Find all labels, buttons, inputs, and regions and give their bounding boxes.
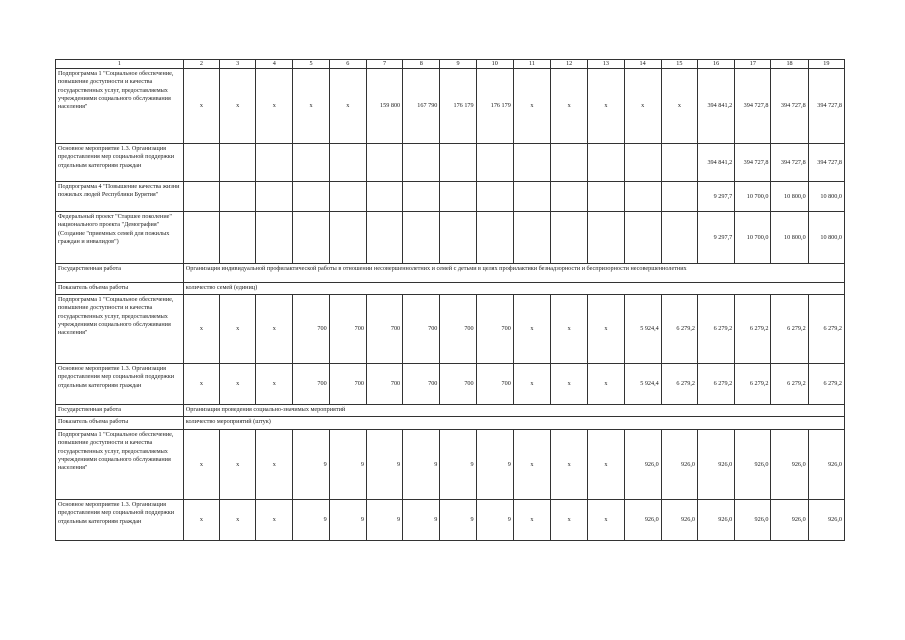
value-cell: x	[183, 295, 219, 364]
table-row	[56, 144, 845, 182]
value-cell: 9	[403, 500, 440, 541]
value-cell: x	[551, 430, 588, 500]
value-cell: 176 179	[440, 69, 476, 144]
value-cell: 159 800	[366, 69, 402, 144]
value-cell	[183, 144, 219, 182]
value-cell: 6 279,2	[697, 295, 734, 364]
value-cell	[329, 212, 366, 264]
value-cell: 926,0	[771, 500, 808, 541]
value-cell	[661, 182, 697, 212]
value-cell: 700	[329, 295, 366, 364]
value-cell: x	[588, 69, 624, 144]
column-number-header: 16	[697, 60, 734, 69]
value-cell: 394 727,8	[735, 69, 771, 144]
value-cell: 926,0	[661, 500, 697, 541]
value-cell: 700	[366, 364, 402, 405]
value-cell: x	[551, 364, 588, 405]
value-cell	[220, 182, 256, 212]
budget-table	[55, 59, 845, 541]
value-cell: 6 279,2	[771, 364, 808, 405]
value-cell	[293, 212, 329, 264]
row-label: Показатель объема работы	[56, 417, 184, 430]
table-row	[56, 69, 845, 144]
value-cell: 167 790	[403, 69, 440, 144]
value-cell: 10 800,0	[771, 212, 808, 264]
value-cell: x	[588, 430, 624, 500]
row-label: Показатель объема работы	[56, 283, 184, 295]
value-cell	[293, 144, 329, 182]
column-number-header: 6	[329, 60, 366, 69]
value-cell: 6 279,2	[808, 364, 844, 405]
value-cell: 10 700,0	[735, 182, 771, 212]
value-cell	[476, 212, 513, 264]
column-number-header: 10	[476, 60, 513, 69]
value-cell: x	[513, 430, 550, 500]
merged-description-cell: количество семей (единиц)	[183, 283, 844, 295]
column-number-header: 18	[771, 60, 808, 69]
value-cell: 9	[293, 500, 329, 541]
value-cell	[551, 182, 588, 212]
row-label: Основное мероприятие 1.3. Организация предоставления мер социальной поддержки отдельным категориям граждан	[56, 500, 184, 541]
value-cell: 394 727,8	[808, 69, 844, 144]
value-cell: x	[513, 364, 550, 405]
value-cell: 9	[329, 500, 366, 541]
value-cell: 9	[440, 500, 476, 541]
column-number-header: 15	[661, 60, 697, 69]
column-number-header: 2	[183, 60, 219, 69]
value-cell	[329, 144, 366, 182]
value-cell	[403, 144, 440, 182]
value-cell: x	[220, 295, 256, 364]
value-cell: 394 727,8	[771, 69, 808, 144]
value-cell: x	[220, 364, 256, 405]
value-cell: 926,0	[624, 500, 661, 541]
value-cell: 700	[329, 364, 366, 405]
value-cell: x	[256, 295, 293, 364]
value-cell: 700	[293, 364, 329, 405]
value-cell	[256, 212, 293, 264]
value-cell: 176 179	[476, 69, 513, 144]
value-cell: 394 727,8	[735, 144, 771, 182]
column-number-header: 3	[220, 60, 256, 69]
value-cell: 6 279,2	[735, 295, 771, 364]
value-cell: 394 727,8	[808, 144, 844, 182]
value-cell: x	[588, 364, 624, 405]
table-row	[56, 182, 845, 212]
table-row	[56, 264, 845, 283]
value-cell: 9 297,7	[697, 182, 734, 212]
value-cell: 6 279,2	[697, 364, 734, 405]
table-row	[56, 500, 845, 541]
header-row	[56, 60, 845, 69]
value-cell	[661, 212, 697, 264]
value-cell: x	[220, 69, 256, 144]
value-cell: x	[256, 500, 293, 541]
row-label: Подпрограмма 4 "Повышение качества жизни пожилых людей Республики Бурятия"	[56, 182, 184, 212]
value-cell: x	[256, 69, 293, 144]
value-cell: 6 279,2	[661, 364, 697, 405]
value-cell: 9	[476, 430, 513, 500]
value-cell: x	[183, 364, 219, 405]
value-cell: x	[624, 69, 661, 144]
value-cell: x	[513, 295, 550, 364]
value-cell: x	[661, 69, 697, 144]
value-cell: x	[183, 430, 219, 500]
value-cell	[183, 182, 219, 212]
value-cell: x	[513, 69, 550, 144]
value-cell	[624, 212, 661, 264]
value-cell: 700	[366, 295, 402, 364]
table-row	[56, 417, 845, 430]
merged-description-cell: количество мероприятий (штук)	[183, 417, 844, 430]
column-number-header: 1	[56, 60, 184, 69]
value-cell	[220, 144, 256, 182]
value-cell	[256, 182, 293, 212]
value-cell: 10 800,0	[808, 182, 844, 212]
value-cell: x	[513, 500, 550, 541]
value-cell: 9	[403, 430, 440, 500]
value-cell: 926,0	[771, 430, 808, 500]
value-cell	[403, 182, 440, 212]
value-cell: 700	[403, 364, 440, 405]
value-cell: 5 924,4	[624, 364, 661, 405]
value-cell: x	[220, 500, 256, 541]
column-number-header: 14	[624, 60, 661, 69]
column-number-header: 19	[808, 60, 844, 69]
value-cell: 926,0	[735, 500, 771, 541]
value-cell: 10 700,0	[735, 212, 771, 264]
value-cell: x	[220, 430, 256, 500]
value-cell: x	[551, 69, 588, 144]
row-label: Подпрограмма 1 "Социальное обеспечение, повышение доступности и качества государственных услуг, предоставляемых учреждениями социального обслуживания населения"	[56, 430, 184, 500]
value-cell: x	[329, 69, 366, 144]
column-number-header: 4	[256, 60, 293, 69]
value-cell: 700	[293, 295, 329, 364]
value-cell: 9 297,7	[697, 212, 734, 264]
table-row	[56, 283, 845, 295]
value-cell	[403, 212, 440, 264]
merged-description-cell: Организация проведения социально-значимых мероприятий	[183, 405, 844, 417]
value-cell: x	[551, 500, 588, 541]
table-row	[56, 364, 845, 405]
value-cell: 700	[440, 295, 476, 364]
value-cell: 394 841,2	[697, 69, 734, 144]
value-cell: 394 727,8	[771, 144, 808, 182]
table-row	[56, 405, 845, 417]
value-cell: x	[551, 295, 588, 364]
value-cell: 926,0	[697, 500, 734, 541]
value-cell	[220, 212, 256, 264]
value-cell: 6 279,2	[661, 295, 697, 364]
value-cell: 926,0	[697, 430, 734, 500]
value-cell: 9	[329, 430, 366, 500]
value-cell: x	[256, 364, 293, 405]
value-cell: 10 800,0	[808, 212, 844, 264]
value-cell	[513, 212, 550, 264]
value-cell: x	[256, 430, 293, 500]
table-row	[56, 212, 845, 264]
value-cell	[366, 182, 402, 212]
value-cell	[551, 212, 588, 264]
value-cell	[366, 144, 402, 182]
value-cell: x	[293, 69, 329, 144]
value-cell: 926,0	[808, 430, 844, 500]
value-cell	[513, 182, 550, 212]
value-cell: 9	[440, 430, 476, 500]
table-row	[56, 295, 845, 364]
value-cell: 926,0	[808, 500, 844, 541]
value-cell	[256, 144, 293, 182]
value-cell: 700	[440, 364, 476, 405]
merged-description-cell: Организация индивидуальной профилактической работы в отношении несовершеннолетних и семей с детьми в целях профилактики безнадзорности и беспризорности несовершеннолетних	[183, 264, 844, 283]
value-cell: 700	[403, 295, 440, 364]
value-cell	[329, 182, 366, 212]
value-cell	[440, 212, 476, 264]
row-label: Подпрограмма 1 "Социальное обеспечение, повышение доступности и качества государственных услуг, предоставляемых учреждениями социального обслуживания населения"	[56, 69, 184, 144]
row-label: Подпрограмма 1 "Социальное обеспечение, повышение доступности и качества государственных услуг, предоставляемых учреждениями социального обслуживания населения"	[56, 295, 184, 364]
value-cell: x	[183, 500, 219, 541]
value-cell	[476, 144, 513, 182]
value-cell: 926,0	[735, 430, 771, 500]
value-cell: 394 841,2	[697, 144, 734, 182]
value-cell: 700	[476, 295, 513, 364]
value-cell	[293, 182, 329, 212]
column-number-header: 12	[551, 60, 588, 69]
value-cell	[476, 182, 513, 212]
value-cell	[588, 182, 624, 212]
value-cell: 6 279,2	[771, 295, 808, 364]
value-cell: x	[588, 500, 624, 541]
row-label: Государственная работа	[56, 405, 184, 417]
value-cell: 10 800,0	[771, 182, 808, 212]
value-cell	[588, 212, 624, 264]
row-label: Основное мероприятие 1.3. Организация предоставления мер социальной поддержки отдельным категориям граждан	[56, 144, 184, 182]
value-cell	[551, 144, 588, 182]
value-cell	[440, 182, 476, 212]
value-cell: 6 279,2	[735, 364, 771, 405]
value-cell: 926,0	[624, 430, 661, 500]
column-number-header: 7	[366, 60, 402, 69]
value-cell: 5 924,4	[624, 295, 661, 364]
value-cell	[624, 144, 661, 182]
value-cell: 700	[476, 364, 513, 405]
value-cell	[624, 182, 661, 212]
column-number-header: 13	[588, 60, 624, 69]
value-cell: 926,0	[661, 430, 697, 500]
column-number-header: 11	[513, 60, 550, 69]
column-number-header: 5	[293, 60, 329, 69]
column-number-header: 9	[440, 60, 476, 69]
value-cell: x	[183, 69, 219, 144]
value-cell: 9	[293, 430, 329, 500]
column-number-header: 17	[735, 60, 771, 69]
value-cell	[661, 144, 697, 182]
table-row	[56, 430, 845, 500]
value-cell	[183, 212, 219, 264]
column-number-header: 8	[403, 60, 440, 69]
row-label: Федеральный проект "Старшее поколение" национального проекта "Демография" (Создание "приемных семей для пожилых граждан и инвалидов")	[56, 212, 184, 264]
row-label: Государственная работа	[56, 264, 184, 283]
value-cell	[588, 144, 624, 182]
value-cell: 9	[366, 500, 402, 541]
value-cell: x	[588, 295, 624, 364]
value-cell: 9	[476, 500, 513, 541]
row-label: Основное мероприятие 1.3. Организация предоставления мер социальной поддержки отдельным категориям граждан	[56, 364, 184, 405]
value-cell: 9	[366, 430, 402, 500]
value-cell	[366, 212, 402, 264]
value-cell: 6 279,2	[808, 295, 844, 364]
value-cell	[513, 144, 550, 182]
value-cell	[440, 144, 476, 182]
